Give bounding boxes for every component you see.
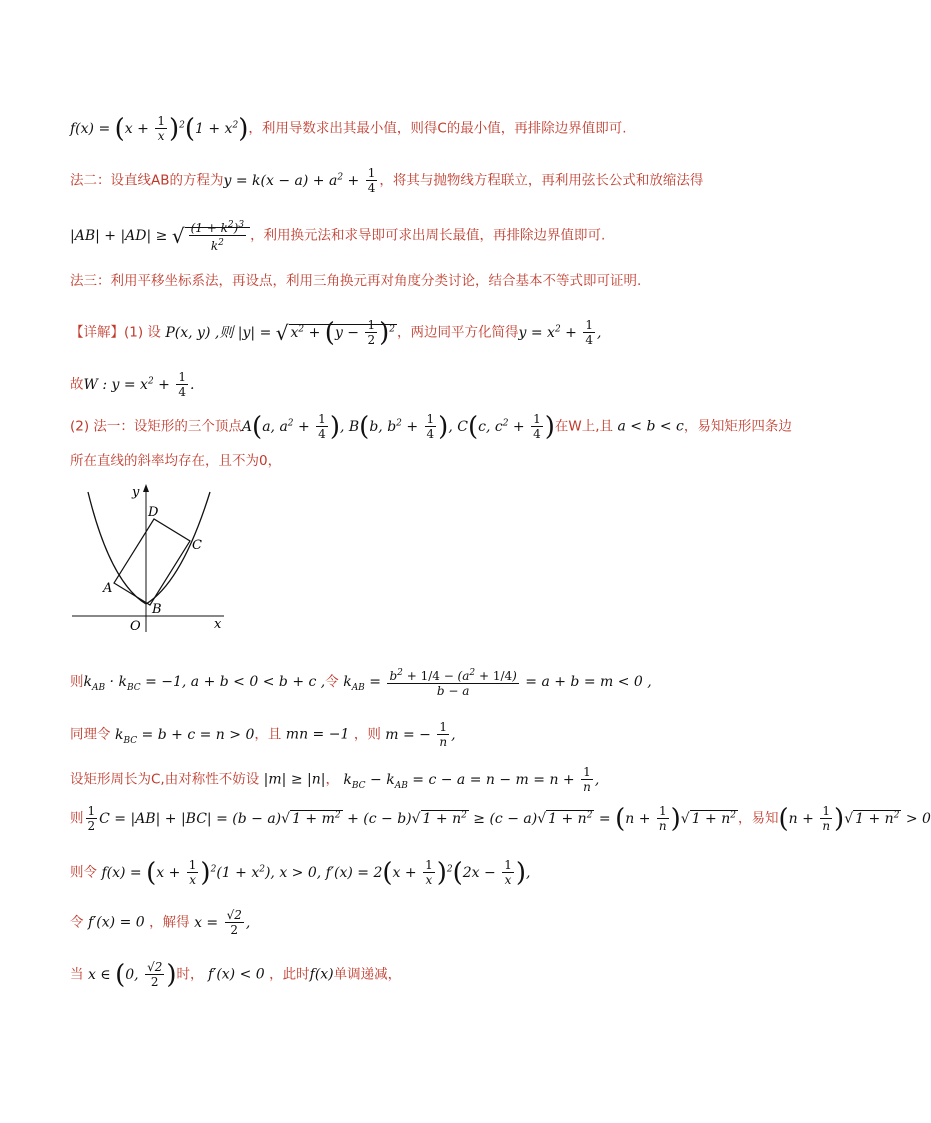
line-9-prefix: 则 xyxy=(70,674,84,690)
slope-diff: $k_{BC} - k_{AB} = c - a = n - m = n$ + $\frac{1}{n}$ , xyxy=(338,765,600,794)
parabola-eq-1: $y = x^2$ + $\frac{1}{4}$ , xyxy=(518,318,602,347)
line-1 xyxy=(70,114,627,143)
label-y: y xyxy=(132,485,140,500)
line-15-d: 单调递减， xyxy=(333,966,402,983)
line-10-a: 同理令 xyxy=(70,726,111,743)
fx-def: f(x) = (x + $\frac{1}{x}$ )$^2(1 + x^2)$ xyxy=(70,113,249,144)
line-7-a: (2) 法一：设矩形的三个顶点 xyxy=(70,418,242,435)
line-13 xyxy=(70,858,530,887)
line-12 xyxy=(70,804,931,833)
vertices: A(a, $a^2$ + $\frac{1}{4}$ ), B(b, $b^2$ + $\frac{1}{4}$ ), C(c, $c^2$ + $\frac{1}{4}$ ) xyxy=(241,411,555,442)
line-4-text: 法三：利用平移坐标系法，再设点，利用三角换元再对角度分类讨论，结合基本不等式即可证明. xyxy=(70,273,642,289)
line-11-b: ， xyxy=(325,771,339,788)
line-12-b: ，易知 xyxy=(738,810,779,827)
parabola-rectangle-figure xyxy=(70,482,230,634)
line-8-text: 所在直线的斜率均存在，且不为0， xyxy=(70,453,282,469)
line-ab-equation: $y = k(x - a) + a^2$ + $\frac{1}{4}$ xyxy=(223,166,376,195)
line-15 xyxy=(70,960,401,989)
line-12-a: 则 xyxy=(70,810,84,827)
line-15-a: 当 xyxy=(70,966,84,983)
slopes-product: $k_{AB} \cdot k_{BC} = -1$, a + b < 0 < b + c , xyxy=(83,674,326,693)
line-10-c: ，则 xyxy=(353,726,381,743)
perimeter-inequality: $\frac{1}{2}$ C = |AB| + |BC| = (b − a)√ $1 + m^2 + (c - b)√$ $1 + n^2 \ge (c - a)√$ $1 + n^2 = (n$ + $\frac{1}{n}$ )√ $1 + n^2$ xyxy=(87,803,736,834)
line-15-c: ，此时 xyxy=(269,966,310,983)
interval: x ∈ (0, $\frac{√2}{2}$ ) xyxy=(83,959,177,990)
line-3 xyxy=(70,218,605,253)
line-4 xyxy=(70,271,641,291)
detail-label: 【详解】 xyxy=(70,324,124,341)
fprime-zero: f′(x) = 0 xyxy=(83,914,150,931)
line-10 xyxy=(70,720,456,750)
line-7-c: ，易知矩形四条边 xyxy=(683,418,792,435)
line-5-a: (1) 设 xyxy=(124,324,161,341)
kab-formula: $k_{AB}$ = $\frac{b^2 + 1/4 - (a^2 + 1/4)}{b - a}$ = a + b = m < 0 , xyxy=(338,668,652,698)
line-8 xyxy=(70,451,281,471)
label-o: O xyxy=(130,619,141,634)
fprime-negative: f′(x) < 0 xyxy=(203,966,270,983)
line-14 xyxy=(70,908,250,937)
line-7 xyxy=(70,412,792,441)
line-5 xyxy=(70,318,601,347)
y-axis-arrow xyxy=(143,484,149,492)
label-c: C xyxy=(192,538,202,553)
label-d: D xyxy=(148,505,159,520)
mn-product: mn = −1 xyxy=(281,726,354,743)
label-a: A xyxy=(103,581,113,596)
kbc-def: $k_{BC} = b + c = n > 0$ xyxy=(110,726,255,746)
line-9 xyxy=(70,666,652,698)
line-2-suffix: ，将其与抛物线方程联立，再利用弦长公式和放缩法得 xyxy=(379,172,704,189)
label-b: B xyxy=(152,602,162,617)
line-11 xyxy=(70,765,599,795)
line-2-prefix: 法二：设直线AB的方程为 xyxy=(70,172,224,189)
m-value: m = − $\frac{1}{n}$ , xyxy=(380,720,456,749)
line-9-mid: 令 xyxy=(325,674,339,690)
abs-m-ge-n: |m| ≥ |n| xyxy=(259,771,326,788)
x-solution: x = $\frac{√2}{2}$ , xyxy=(189,908,251,937)
point-p: P(x, y) ,则 |y| = √ $x^2 + (y$ − $\frac{1}{2}$ )$^2$ xyxy=(160,317,396,348)
ab-ad-inequality: |AB| + |AD| ≥ √ $\frac{(1 + k^2)^3}{k^2}$ xyxy=(70,228,250,244)
rectangle-abcd xyxy=(114,519,190,605)
line-14-b: ，解得 xyxy=(149,914,190,931)
line-6 xyxy=(70,370,194,399)
line-10-b: ，且 xyxy=(254,726,282,743)
positive-expr: (n + $\frac{1}{n}$ )√ $1 + n^2 > 0$ xyxy=(778,803,931,834)
parabola-eq-w: W : $y = x^2$ + $\frac{1}{4}$ . xyxy=(83,370,195,399)
order-abc: a < b < c xyxy=(613,418,684,435)
fx-ref: f(x) xyxy=(309,966,334,983)
line-14-a: 令 xyxy=(70,914,84,931)
fx-and-derivative: f(x) = (x + $\frac{1}{x}$ )$^2(1 + x^2)$, x > 0, f′(x) = 2(x + $\frac{1}{x}$ )$^2$(2x − $\frac{1}{x}$ ), xyxy=(97,857,531,888)
line-15-b: 时， xyxy=(176,966,204,983)
line-6-prefix: 故 xyxy=(70,376,84,393)
label-x: x xyxy=(214,617,222,632)
line-3-suffix: ，利用换元法和求导即可求出周长最值，再排除边界值即可. xyxy=(250,227,606,244)
line-13-a: 则令 xyxy=(70,864,97,881)
line-5-b: ，两边同平方化简得 xyxy=(397,324,519,341)
line-1-text: ，利用导数求出其最小值，则得C的最小值，再排除边界值即可. xyxy=(248,120,627,137)
line-2 xyxy=(70,166,703,195)
line-7-b: 在W上,且 xyxy=(554,418,614,435)
line-11-a: 设矩形周长为C,由对称性不妨设 xyxy=(70,771,260,788)
